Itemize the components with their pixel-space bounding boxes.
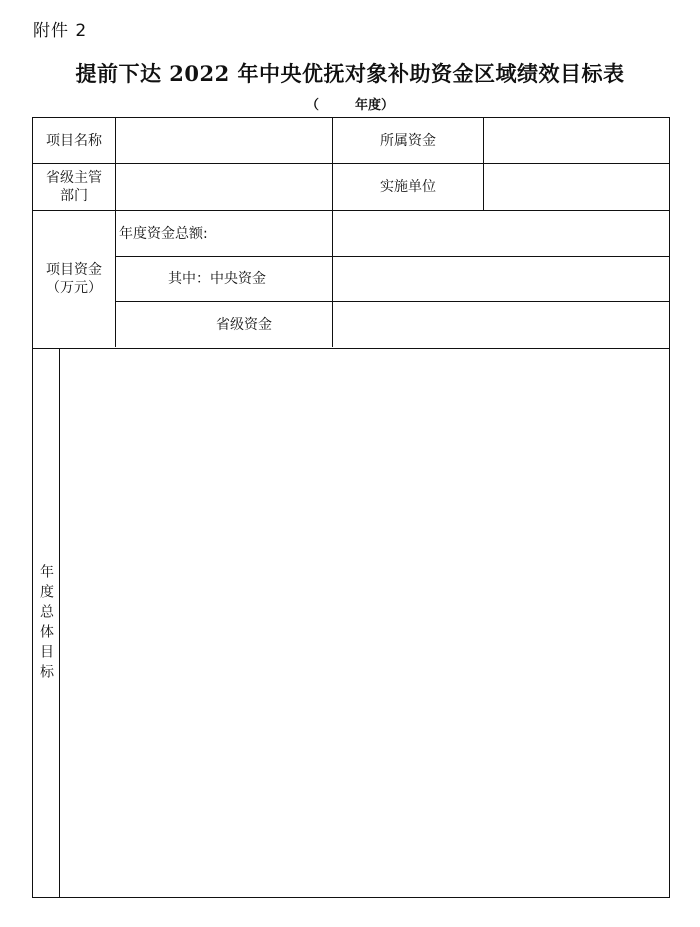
annual-goal-label xyxy=(33,348,59,899)
annual-total-field[interactable] xyxy=(332,210,669,256)
implementer-label: 实施单位 xyxy=(332,163,483,210)
central-funds-label: 其中：中央资金 xyxy=(115,256,332,301)
dept-label-line1: 省级主管 xyxy=(46,170,102,186)
annual-total-label: 年度资金总额: xyxy=(115,210,332,256)
page-title: 提前下达 2022 年中央优抚对象补助资金区域绩效目标表 xyxy=(75,61,625,86)
provincial-funds-field[interactable] xyxy=(332,301,669,347)
annual-goal-label-text: 年度总体目标 xyxy=(38,564,54,684)
project-funds-label xyxy=(33,210,115,347)
project-funds-label-line2: （万元） xyxy=(46,280,102,296)
project-name-label: 项目名称 xyxy=(46,132,102,149)
dept-field[interactable] xyxy=(115,163,332,210)
project-name-field[interactable] xyxy=(115,118,332,163)
fund-category-label: 所属资金 xyxy=(332,118,483,163)
central-funds-field[interactable] xyxy=(332,256,669,301)
project-funds-label-line1: 项目资金 xyxy=(46,262,102,278)
fund-category-field[interactable] xyxy=(483,118,669,163)
annual-goal-field[interactable] xyxy=(59,348,669,897)
dept-label-line2: 部门 xyxy=(60,188,88,204)
implementer-field[interactable] xyxy=(483,163,669,210)
performance-target-form xyxy=(32,117,670,898)
year-line xyxy=(0,94,700,113)
year-open-paren: （ xyxy=(305,98,319,113)
annex-label: 附件 2 xyxy=(33,21,88,41)
dept-label xyxy=(33,163,115,210)
provincial-funds-label: 省级资金 xyxy=(115,301,332,347)
year-label: 年度） xyxy=(355,98,395,113)
